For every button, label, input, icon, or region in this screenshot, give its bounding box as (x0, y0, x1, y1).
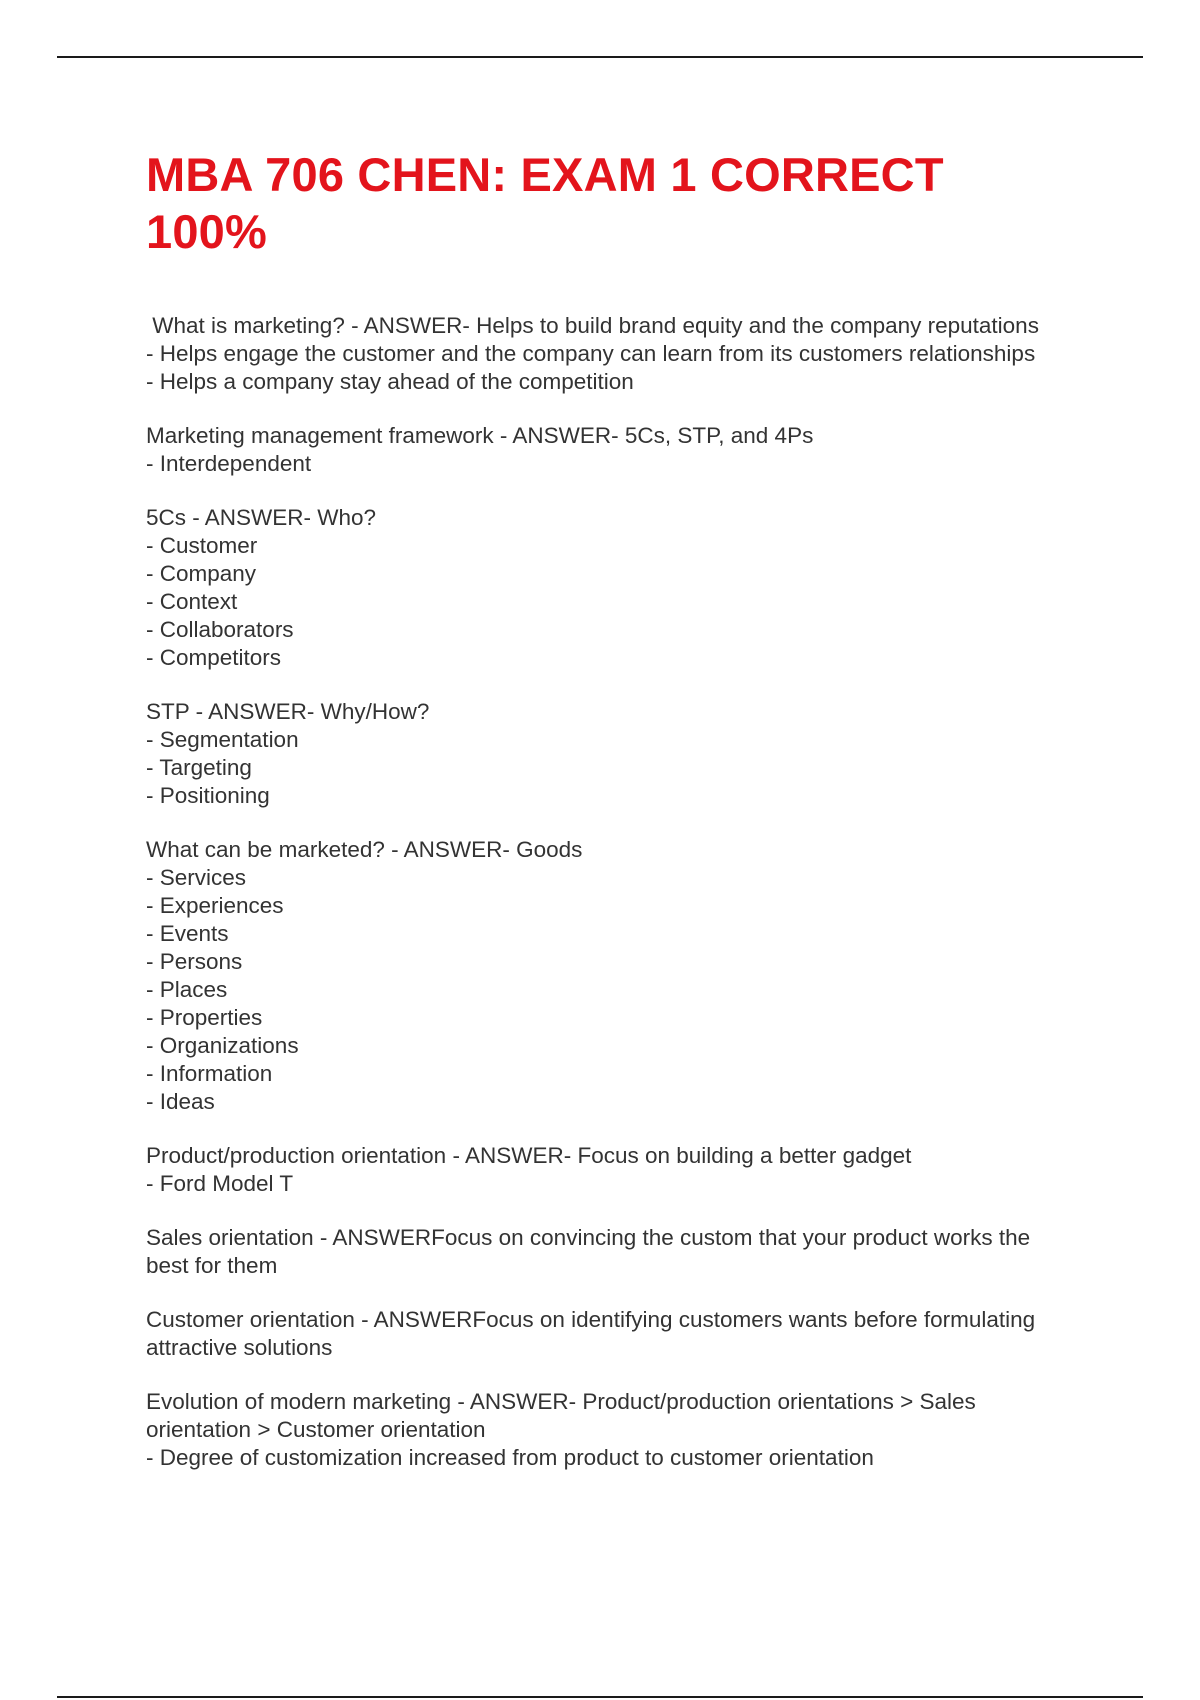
question-answer-line: Product/production orientation - ANSWER- Focus on building a better gadget (146, 1143, 912, 1168)
qa-entry (146, 312, 1076, 396)
answer-bullet-line: - Helps a company stay ahead of the competition (146, 369, 634, 394)
answer-bullet-line: - Experiences (146, 893, 284, 918)
qa-entry (146, 1388, 1076, 1472)
qa-entry (146, 698, 1076, 810)
qa-entry (146, 836, 1076, 1116)
answer-bullet-line: - Degree of customization increased from product to customer orientation (146, 1445, 874, 1470)
question-answer-line: Marketing management framework - ANSWER- 5Cs, STP, and 4Ps (146, 423, 814, 448)
answer-bullet-line: - Information (146, 1061, 273, 1086)
answer-bullet-line: - Persons (146, 949, 243, 974)
question-answer-line: 5Cs - ANSWER- Who? (146, 505, 377, 530)
answer-bullet-line: - Ideas (146, 1089, 215, 1114)
header-rule (57, 56, 1143, 58)
answer-bullet-line: - Segmentation (146, 727, 299, 752)
answer-bullet-line: - Ford Model T (146, 1171, 294, 1196)
answer-bullet-line: - Places (146, 977, 228, 1002)
qa-entries (146, 312, 1076, 1472)
answer-bullet-line: - Helps engage the customer and the company can learn from its customers relationships (146, 341, 1036, 366)
question-answer-line: Sales orientation - ANSWERFocus on convincing the custom that your product works the best for them (146, 1225, 1037, 1278)
footer-rule (57, 1696, 1143, 1698)
answer-bullet-line: - Organizations (146, 1033, 299, 1058)
question-answer-line: Evolution of modern marketing - ANSWER- Product/production orientations > Sales orientation > Customer orientation (146, 1389, 983, 1442)
answer-bullet-line: - Company (146, 561, 257, 586)
answer-bullet-line: - Targeting (146, 755, 252, 780)
answer-bullet-line: - Context (146, 589, 238, 614)
qa-entry (146, 1142, 1076, 1198)
qa-entry (146, 504, 1076, 672)
answer-bullet-line: - Positioning (146, 783, 270, 808)
qa-entry (146, 422, 1076, 478)
document-title: MBA 706 CHEN: EXAM 1 CORRECT 100% (146, 148, 944, 258)
answer-bullet-line: - Collaborators (146, 617, 294, 642)
qa-entry (146, 1306, 1076, 1362)
question-answer-line: STP - ANSWER- Why/How? (146, 699, 430, 724)
document-body (146, 146, 1076, 1498)
qa-entry (146, 1224, 1076, 1280)
question-answer-line: What can be marketed? - ANSWER- Goods (146, 837, 583, 862)
answer-bullet-line: - Properties (146, 1005, 263, 1030)
answer-bullet-line: - Services (146, 865, 247, 890)
question-answer-line: What is marketing? - ANSWER- Helps to build brand equity and the company reputations (146, 313, 1039, 338)
answer-bullet-line: - Events (146, 921, 229, 946)
answer-bullet-line: - Competitors (146, 645, 282, 670)
answer-bullet-line: - Customer (146, 533, 258, 558)
answer-bullet-line: - Interdependent (146, 451, 312, 476)
question-answer-line: Customer orientation - ANSWERFocus on identifying customers wants before formulating attractive solutions (146, 1307, 1042, 1360)
